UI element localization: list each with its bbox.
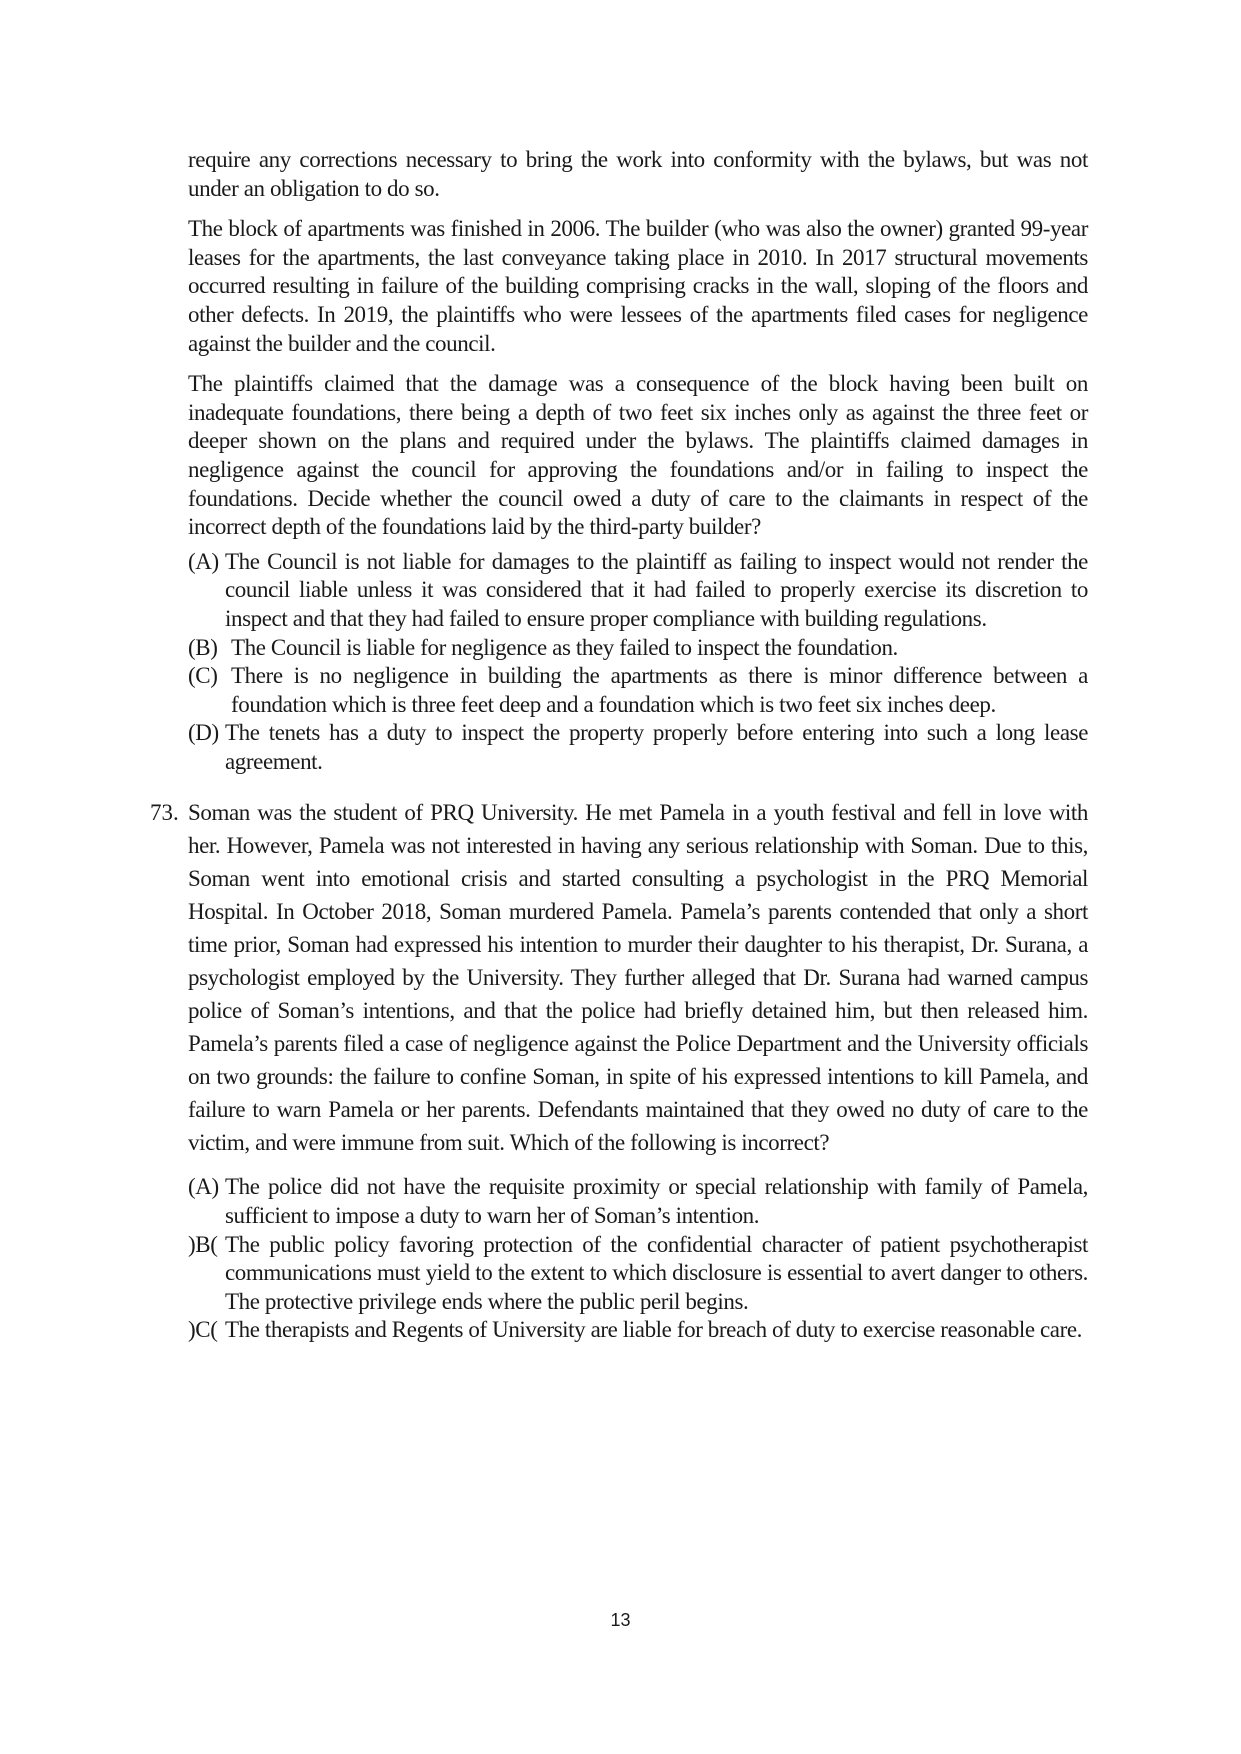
question-73 bbox=[150, 796, 1088, 1345]
option-text: There is no negligence in building the apartments as there is minor difference between a foundation which is three feet deep and a foundation which is two feet six inches deep. bbox=[231, 663, 1088, 717]
option-text: The tenets has a duty to inspect the property properly before entering into such a long lease agreement. bbox=[225, 720, 1088, 774]
option-text: The Council is liable for negligence as they failed to inspect the foundation. bbox=[231, 634, 898, 660]
option-label: (C) bbox=[188, 663, 218, 689]
q72-options bbox=[188, 548, 1088, 777]
question-text: Soman was the student of PRQ University. He met Pamela in a youth festival and fell in love with her. However, Pamela was not interested in having any serious relationship with Soman. Due to this, Soman went into emotional crisis and started consulting a psychologist in the PRQ Memorial Hospital. In October 2018, Soman murdered Pamela. Pamela’s parents contended that only a short time prior, Soman had expressed his intention to murder their daughter to his therapist, Dr. Surana, a psychologist employed by the University. They further alleged that Dr. Surana had warned campus police of Soman’s intentions, and that the police had briefly detained him, but then released him. Pamela’s parents filed a case of negligence against the Police Department and the University officials on two grounds: the failure to confine Soman, in spite of his expressed intentions to kill Pamela, and failure to warn Pamela or her parents. Defendants maintained that they owed no duty of care to the victim, and were immune from suit. Which of the following is incorrect? bbox=[188, 800, 1088, 1156]
option-label: )B( bbox=[188, 1231, 218, 1257]
option-text: The Council is not liable for damages to the plaintiff as failing to inspect would not render the council liable unless it was considered that it had failed to properly exercise its discretion to inspect and that they had failed to ensure proper compliance with building regulations. bbox=[225, 548, 1088, 631]
q73-option-c bbox=[188, 1316, 1088, 1345]
q72-option-d bbox=[188, 719, 1088, 776]
option-label: )C( bbox=[188, 1317, 218, 1343]
plaintiffs-claim-paragraph: The plaintiffs claimed that the damage was a consequence of the block having been built on inadequate foundations, there being a depth of two feet six inches only as against the three feet or deeper shown on the plans and required under the bylaws. The plaintiffs claimed damages in negligence against the council for approving the foundations and/or in failing to inspect the foundations. Decide whether the council owed a duty of care to the claimants in respect of the incorrect depth of the foundations laid by the third-party builder? bbox=[188, 371, 1088, 540]
option-text: The police did not have the requisite proximity or special relationship with family of Pamela, sufficient to impose a duty to warn her of Soman’s intention. bbox=[225, 1174, 1088, 1229]
apartment-block-paragraph: The block of apartments was finished in 2006. The builder (who was also the owner) granted 99-year leases for the apartments, the last conveyance taking place in 2010. In 2017 structural movements occurred resulting in failure of the building comprising cracks in the wall, sloping of the floors and other defects. In 2019, the plaintiffs who were lessees of the apartments filed cases for negligence against the builder and the council. bbox=[188, 216, 1088, 356]
q73-option-a bbox=[188, 1173, 1088, 1230]
q72-option-a bbox=[188, 548, 1088, 634]
intro-paragraph: require any corrections necessary to bring the work into conformity with the bylaws, but was not under an obligation to do so. bbox=[188, 147, 1088, 201]
q72-option-c bbox=[188, 662, 1088, 719]
page-content bbox=[150, 146, 1088, 1345]
option-label: (A) bbox=[188, 548, 219, 574]
page-number: 13 bbox=[610, 1610, 631, 1630]
question-number: 73. bbox=[150, 800, 179, 826]
q72-option-b bbox=[188, 634, 1088, 663]
option-text: The public policy favoring protection of the confidential character of patient psychotherapist communications must yield to the extent to which disclosure is essential to avert danger to others. The protective privilege ends where the public peril begins. bbox=[225, 1231, 1088, 1314]
q73-option-b bbox=[188, 1231, 1088, 1317]
option-label: (D) bbox=[188, 720, 219, 746]
option-label: (A) bbox=[188, 1174, 219, 1200]
option-label: (B) bbox=[188, 634, 218, 660]
q73-options bbox=[188, 1173, 1088, 1345]
option-text: The therapists and Regents of University are liable for breach of duty to exercise reasonable care. bbox=[225, 1317, 1083, 1343]
